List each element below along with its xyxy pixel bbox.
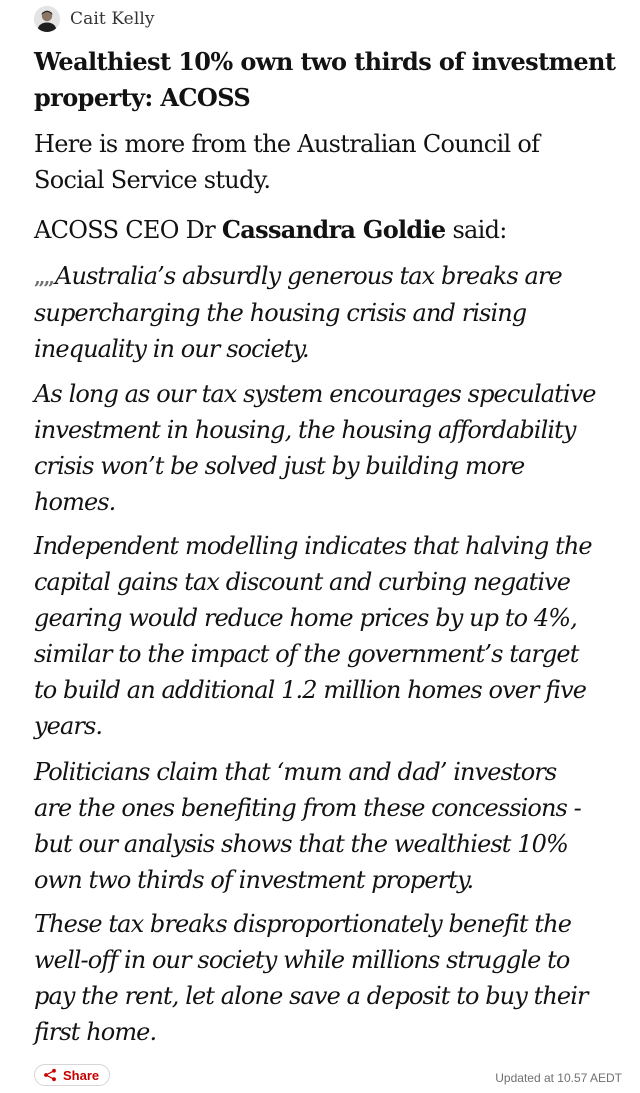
headline-line: property: ACOSS xyxy=(34,83,251,112)
avatar xyxy=(34,6,60,32)
quote-line: years. xyxy=(34,712,103,740)
quote-paragraph xyxy=(34,754,581,898)
attribution-prefix: ACOSS CEO Dr xyxy=(34,216,222,244)
quote-line: homes. xyxy=(34,488,116,516)
headline xyxy=(34,44,624,116)
quote-line: similar to the impact of the government’s target xyxy=(34,640,579,668)
quote-line: investment in housing, the housing affordability xyxy=(34,416,576,444)
quote-line: crisis won’t be solved just by building more xyxy=(34,452,525,480)
quote-line: supercharging the housing crisis and rising xyxy=(34,299,527,327)
attribution-paragraph xyxy=(34,212,507,248)
quote-mark-icon: „„ xyxy=(34,265,54,289)
quote-paragraph xyxy=(34,528,592,744)
quote-paragraph xyxy=(34,258,562,367)
share-icon xyxy=(43,1068,57,1082)
share-button[interactable] xyxy=(34,1064,110,1086)
quote-line: Politicians claim that ‘mum and dad’ investors xyxy=(34,758,557,786)
quote-line: well-off in our society while millions struggle to xyxy=(34,946,570,974)
quote-paragraph xyxy=(34,906,588,1050)
quote-line: own two thirds of investment property. xyxy=(34,866,474,894)
speaker-name: Cassandra Goldie xyxy=(221,215,446,244)
quote-line: to build an additional 1.2 million homes over five xyxy=(34,676,587,704)
intro-line: Here is more from the Australian Council of xyxy=(34,130,540,158)
attribution-suffix: said: xyxy=(445,216,507,244)
intro-paragraph xyxy=(34,126,539,198)
quote-line: capital gains tax discount and curbing negative xyxy=(34,568,571,596)
intro-line: Social Service study. xyxy=(34,166,271,194)
author-name[interactable]: Cait Kelly xyxy=(70,9,155,29)
author-byline[interactable] xyxy=(34,6,155,32)
quote-line: As long as our tax system encourages speculative xyxy=(34,380,596,408)
headline-line: Wealthiest 10% own two thirds of investment xyxy=(34,47,616,76)
quote-line: gearing would reduce home prices by up to 4%, xyxy=(34,604,577,632)
quote-line: inequality in our society. xyxy=(34,335,309,363)
quote-line: first home. xyxy=(34,1018,157,1046)
quote-line: pay the rent, let alone save a deposit to buy their xyxy=(34,982,588,1010)
quote-line: are the ones benefiting from these concessions - xyxy=(34,794,581,822)
quote-paragraph xyxy=(34,376,596,520)
quote-line: Australia’s absurdly generous tax breaks are xyxy=(55,262,562,290)
quote-line: Independent modelling indicates that halving the xyxy=(34,532,592,560)
share-label: Share xyxy=(63,1067,100,1083)
updated-timestamp: Updated at 10.57 AEDT xyxy=(495,1071,622,1085)
quote-line: but our analysis shows that the wealthiest 10% xyxy=(34,830,568,858)
quote-line: These tax breaks disproportionately benefit the xyxy=(34,910,572,938)
